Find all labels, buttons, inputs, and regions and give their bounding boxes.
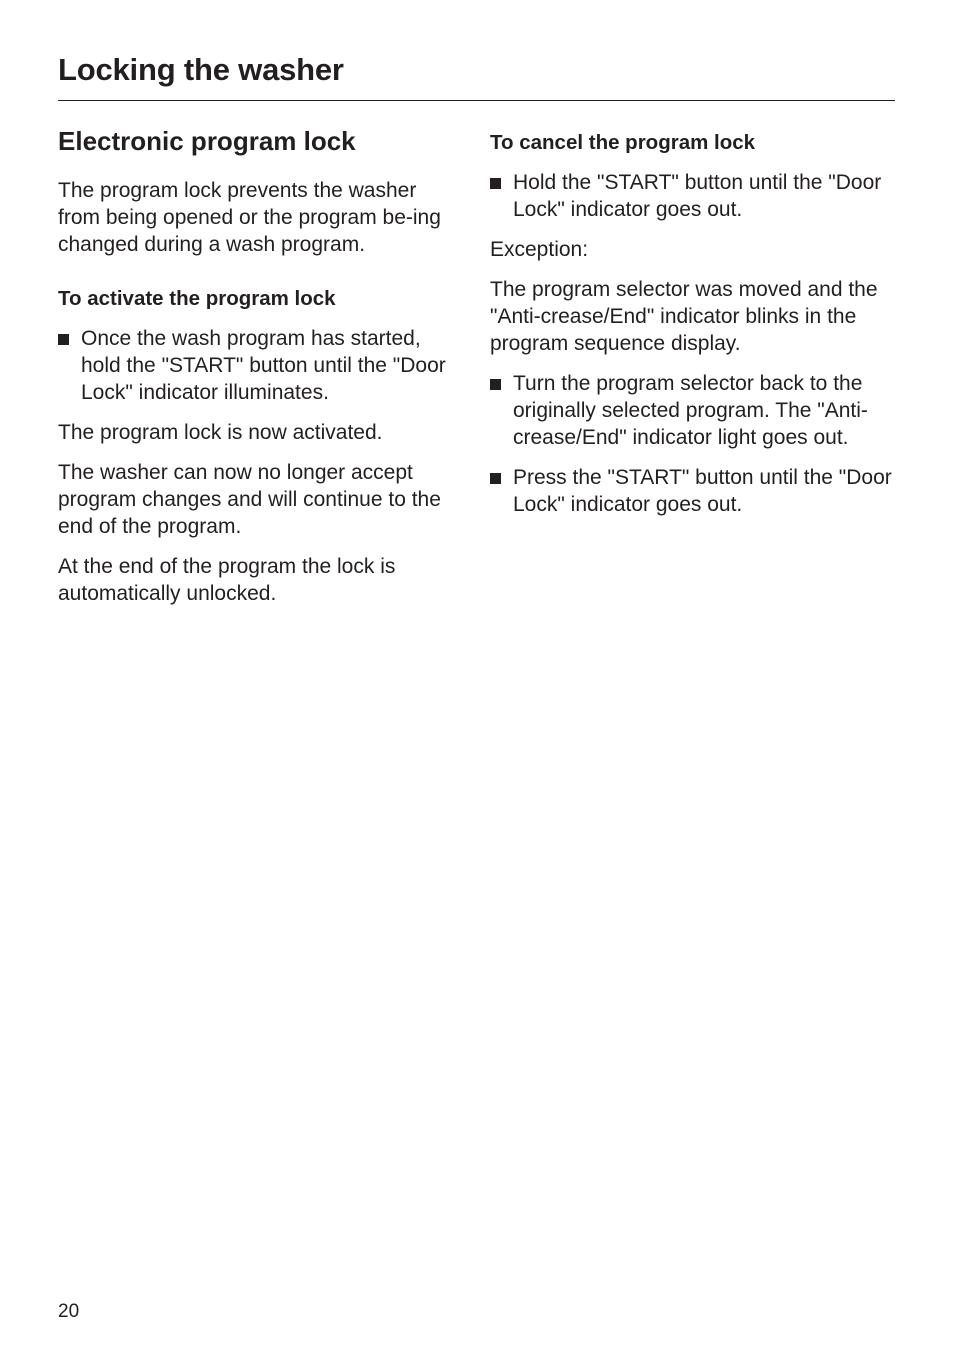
- exception-label: Exception:: [490, 238, 589, 261]
- intro-paragraph: The program lock prevents the washer from being opened or the program be-ing changed during a wash program.: [58, 179, 441, 256]
- body-paragraph: At the end of the program the lock is automatically unlocked.: [58, 555, 396, 605]
- bullet-text: Hold the "START" button until the "Door Lock" indicator goes out.: [513, 171, 882, 221]
- body-paragraph: The washer can now no longer accept program changes and will continue to the end of the program.: [58, 461, 441, 538]
- body-paragraph: The program lock is now activated.: [58, 421, 383, 444]
- bullet-item: [58, 325, 458, 406]
- bullet-item: [490, 169, 900, 223]
- square-bullet-icon: [490, 178, 501, 189]
- bullet-text: Once the wash program has started, hold the "START" button until the "Door Lock" indicator illuminates.: [81, 327, 446, 404]
- bullet-item: [490, 370, 900, 451]
- title-divider: [58, 100, 895, 101]
- cancel-heading: To cancel the program lock: [490, 131, 756, 154]
- bullet-text: Turn the program selector back to the originally selected program. The "Anti-crease/End" indicator light goes out.: [513, 372, 868, 449]
- square-bullet-icon: [490, 379, 501, 390]
- page-title: Locking the washer: [58, 52, 344, 87]
- right-column: [490, 122, 900, 531]
- bullet-text: Press the "START" button until the "Door Lock" indicator goes out.: [513, 466, 892, 516]
- left-column: [58, 122, 458, 620]
- activate-heading: To activate the program lock: [58, 287, 336, 310]
- page-number: 20: [58, 1301, 80, 1322]
- bullet-item: [490, 464, 900, 518]
- square-bullet-icon: [58, 334, 69, 345]
- exception-paragraph: The program selector was moved and the "Anti-crease/End" indicator blinks in the program sequence display.: [490, 278, 878, 355]
- section-heading: Electronic program lock: [58, 126, 356, 156]
- square-bullet-icon: [490, 473, 501, 484]
